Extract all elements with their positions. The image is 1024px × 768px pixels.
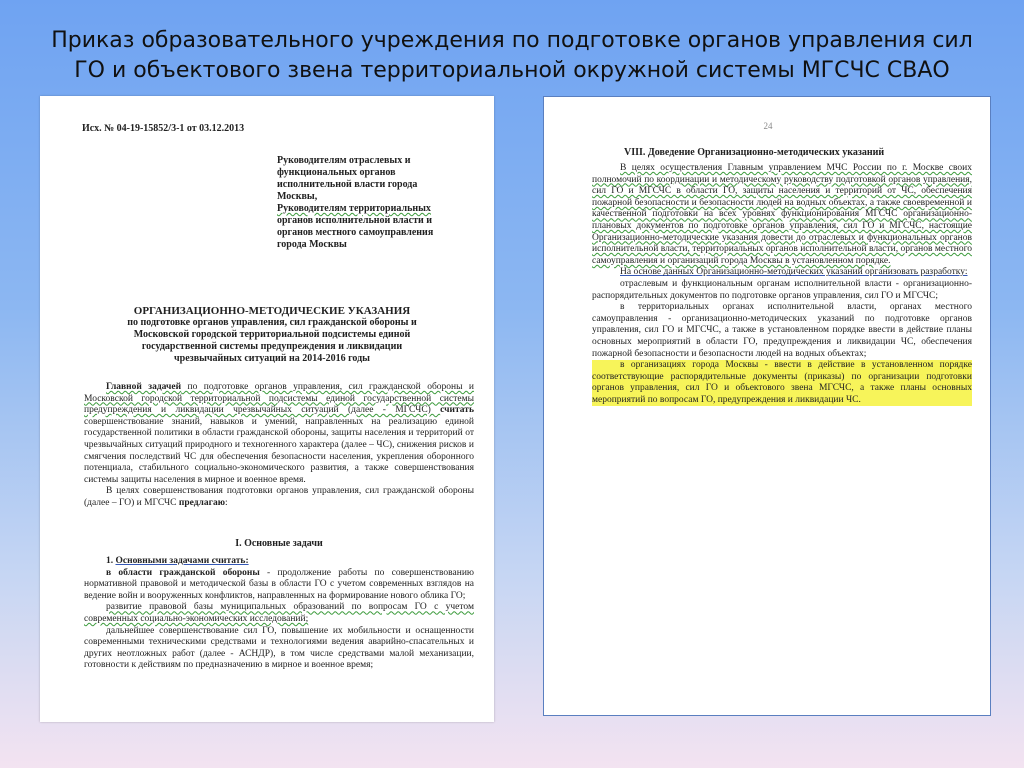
addressee-block bbox=[277, 155, 477, 251]
main-task-text: по подготовке органов управления, сил гражданской обороны и Московской городской территориальной подсистемы единой государственной системы предупреждения и ликвидации чрезвычайных ситуаций (далее - МГСЧС) bbox=[84, 382, 475, 416]
right-paragraph-5-highlighted: в организациях города Москвы - ввести в действие в установленном порядке соответствующие распорядительные документы (приказы) по организации подготовки органов управления, сил ГО и объектового звена МГСЧС, а также планы основных мероприятий по вопросам ГО, предупреждения и ликвидации ЧС. bbox=[592, 360, 972, 405]
main-task-rest: совершенствование знаний, навыков и умений, направленных на реализацию единой государственной политики в области гражданской обороны, защиты населения и территорий от чрезвычайных ситуаций природного и техногенного характера (далее – ЧС), снижения рисков и смягчения последствий ЧС для обеспечения безопасности населения, укрепления оборонного потенциала, стабильного социально-экономического развития, а также совершенствования системы защиты населения в мирное и военное время. bbox=[84, 416, 474, 485]
addressee-line: Москвы, bbox=[277, 191, 318, 202]
document-heading-line: Московской городской территориальной подсистемы единой bbox=[133, 329, 411, 340]
addressee-line: Руководителям отраслевых и bbox=[277, 155, 411, 166]
tasks-paragraph-block bbox=[84, 556, 474, 672]
item-1-number: 1. bbox=[106, 556, 116, 566]
slide-title bbox=[40, 26, 984, 86]
right-paragraph-4: в территориальных органах исполнительной власти, органах местного самоуправления - организационно-методических указаний по подготовке органов управления, сил ГО и МГСЧС, а также в установленном порядке ввести в действие планы основных мероприятий в области ГО, предупреждения и ликвидации ЧС, обеспечения пожарной безопасности и безопасности людей на водных объектах; bbox=[592, 302, 972, 359]
addressee-line: органов местного самоуправления bbox=[277, 227, 434, 238]
civil-defense-label: в области гражданской обороны bbox=[106, 567, 260, 578]
addressee-line: Руководителям территориальных bbox=[277, 203, 431, 214]
legal-base-paragraph: развитие правовой базы муниципальных образований по вопросам ГО с учетом современных социально-экономических исследований; bbox=[84, 602, 474, 624]
addressee-line: города Москвы bbox=[277, 239, 347, 250]
right-paragraph-1: В целях осуществления Главным управлением МЧС России по г. Москве своих полномочий по координации и методическому руководству подготовкой органов управления, сил ГО и МГСЧС в области ГО, защиты населения и территорий от ЧС, обеспечения пожарной безопасности и безопасности людей на водных объектах, а также своевременной и качественной подготовки на всех уровнях функционирования МГСЧС организационно-плановых документов по подготовке органов управления, сил ГО и МГСЧС, настоящие Организационно-методические указания довести до отраслевых и функциональных органов исполнительной власти, территориальных органов исполнительной власти, органов местного самоуправления и организаций города Москвы в установленном порядке. bbox=[592, 163, 972, 266]
item-1-paragraph bbox=[84, 556, 474, 568]
document-heading-title: ОРГАНИЗАЦИОННО-МЕТОДИЧЕСКИЕ УКАЗАНИЯ bbox=[133, 305, 411, 317]
main-task-verb: считать bbox=[440, 405, 474, 416]
section-1-title: I. Основные задачи bbox=[235, 538, 323, 549]
page-number: 24 bbox=[763, 121, 773, 131]
document-heading-line: по подготовке органов управления, сил гражданской обороны и bbox=[127, 317, 417, 328]
left-document-page bbox=[40, 96, 494, 722]
right-paragraph-2: На основе данных Организационно-методических указаний организовать разработку: bbox=[620, 267, 968, 278]
improve-verb: предлагаю bbox=[178, 497, 225, 508]
right-page-heading: VIII. Доведение Организационно-методических указаний bbox=[624, 147, 885, 158]
further-improvement-paragraph: дальнейшее совершенствование сил ГО, повышение их мобильности и оснащенности современными техническими средствами и технологиями ведения аварийно-спасательных и других неотложных работ (далее - АСНДР), в том числе средствами малой механизации, готовности к действиям по предназначению в мирное и военное время; bbox=[84, 625, 474, 671]
document-heading bbox=[102, 305, 442, 365]
improve-paragraph bbox=[84, 486, 474, 509]
civil-defense-text: - продолжение работы по совершенствованию нормативной правовой и методической базы в области ГО с учетом современных взглядов на ведение войн и вооруженных конфликтов, направленных на формирование нового облика ГО; bbox=[84, 567, 474, 601]
addressee-line: исполнительной власти города bbox=[277, 179, 418, 190]
right-page-body bbox=[592, 163, 972, 406]
right-document-page bbox=[543, 96, 991, 716]
main-task-paragraph bbox=[84, 382, 474, 486]
slide-title-line-1: Приказ образовательного учреждения по подготовке органов управления сил bbox=[51, 28, 973, 53]
document-heading-line: государственной системы предупреждения и ликвидации bbox=[141, 341, 403, 352]
addressee-line: функциональных органов bbox=[277, 167, 396, 178]
main-task-paragraph-block bbox=[84, 382, 474, 510]
improve-text: В целях совершенствования подготовки органов управления, сил гражданской обороны (далее – ГО) и МГСЧС bbox=[84, 486, 474, 508]
civil-defense-paragraph bbox=[84, 568, 474, 603]
item-1-label: Основными задачами считать: bbox=[115, 556, 249, 566]
addressee-line: органов исполнительной власти и bbox=[277, 215, 433, 226]
document-reference-number: Исх. № 04-19-15852/3-1 от 03.12.2013 bbox=[82, 123, 245, 134]
document-heading-line: чрезвычайных ситуаций на 2014-2016 годы bbox=[174, 353, 370, 364]
improve-end: : bbox=[224, 497, 228, 508]
slide-title-line-2: ГО и объектового звена территориальной окружной системы МГСЧС СВАО bbox=[74, 58, 950, 83]
right-paragraph-3: отраслевым и функциональным органам исполнительной власти - организационно-распорядительных документов по подготовке органов управления, сил ГО и МГСЧС; bbox=[592, 278, 972, 301]
main-task-lead: Главной задачей bbox=[106, 382, 182, 392]
